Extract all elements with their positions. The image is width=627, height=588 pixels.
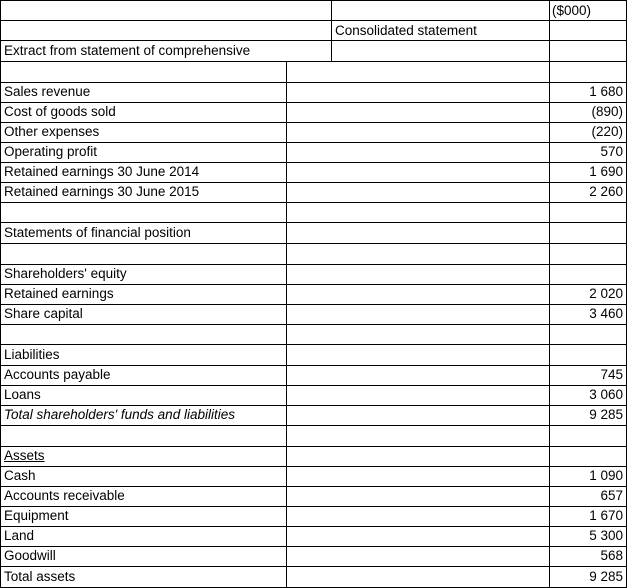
grid-line — [0, 526, 627, 527]
row-value: 1 090 — [589, 468, 623, 483]
grid-line — [0, 61, 627, 62]
grid-line — [0, 506, 627, 507]
row-label: Land — [4, 528, 35, 543]
row-label: Retained earnings — [4, 286, 114, 301]
grid-line — [0, 243, 627, 244]
row-value: 1 670 — [589, 508, 623, 523]
grid-line — [0, 82, 627, 83]
column-title: Consolidated statement — [335, 23, 477, 38]
row-label: Cost of goods sold — [4, 104, 116, 119]
row-value: (890) — [591, 104, 623, 119]
row-label: Operating profit — [4, 144, 98, 159]
row-value: 3 460 — [589, 306, 623, 321]
grid-line — [0, 182, 627, 183]
row-label: Sales revenue — [4, 84, 91, 99]
grid-line — [0, 264, 627, 265]
row-value: 1 680 — [589, 84, 623, 99]
row-value: 3 060 — [589, 387, 623, 402]
row-label: Total assets — [4, 569, 76, 584]
grid-line — [0, 162, 627, 163]
grid-line — [0, 284, 627, 285]
grid-line — [0, 102, 627, 103]
row-value: 657 — [600, 488, 623, 503]
grid-line — [0, 425, 627, 426]
section-title-financial-position: Statements of financial position — [4, 225, 191, 240]
grid-line — [0, 546, 627, 547]
row-value: 5 300 — [589, 528, 623, 543]
row-label: Retained earnings 30 June 2014 — [4, 164, 200, 179]
grid-line — [0, 446, 627, 447]
grid-line — [0, 0, 627, 1]
row-value: 9 285 — [589, 407, 623, 422]
grid-line — [0, 344, 627, 345]
row-label: Cash — [4, 468, 36, 483]
grid-line — [549, 0, 550, 588]
grid-line — [0, 566, 627, 567]
grid-line — [0, 20, 627, 21]
row-label: Share capital — [4, 306, 83, 321]
row-label: Total shareholders' funds and liabilities — [4, 407, 235, 422]
row-label: Equipment — [4, 508, 69, 523]
row-label: Goodwill — [4, 548, 56, 563]
row-label: Shareholders' equity — [4, 266, 127, 281]
grid-line — [0, 405, 627, 406]
grid-line — [0, 142, 627, 143]
row-label: Liabilities — [4, 347, 60, 362]
grid-line — [0, 202, 627, 203]
row-value: 2 260 — [589, 184, 623, 199]
row-value: 9 285 — [589, 569, 623, 584]
grid-line — [0, 122, 627, 123]
row-value: 570 — [600, 144, 623, 159]
row-label: Retained earnings 30 June 2015 — [4, 184, 200, 199]
row-label: Loans — [4, 387, 41, 402]
grid-line — [0, 486, 627, 487]
grid-line — [286, 61, 287, 587]
row-label: Assets — [4, 448, 45, 463]
grid-line — [0, 40, 627, 41]
row-label: Accounts payable — [4, 367, 111, 382]
unit-label: ($000) — [552, 3, 592, 18]
grid-line — [0, 385, 627, 386]
row-value: 2 020 — [589, 286, 623, 301]
grid-line — [0, 304, 627, 305]
grid-line — [0, 222, 627, 223]
grid-line — [0, 0, 1, 588]
grid-line — [331, 0, 332, 61]
row-value: 568 — [600, 548, 623, 563]
grid-line — [0, 365, 627, 366]
grid-line — [0, 466, 627, 467]
grid-line — [0, 324, 627, 325]
section-title-income: Extract from statement of comprehensive — [4, 43, 251, 58]
row-value: (220) — [591, 124, 623, 139]
row-label: Other expenses — [4, 124, 100, 139]
row-label: Accounts receivable — [4, 488, 125, 503]
row-value: 745 — [600, 367, 623, 382]
row-value: 1 690 — [589, 164, 623, 179]
